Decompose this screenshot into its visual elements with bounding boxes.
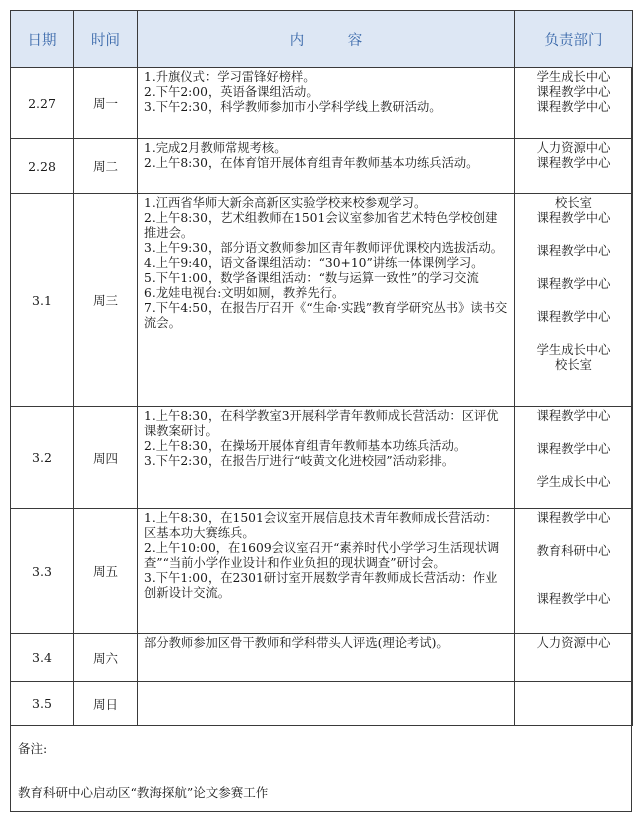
- content-cell: [138, 139, 515, 194]
- date-cell: 3.2: [11, 407, 74, 509]
- dept-cell: [515, 634, 633, 682]
- schedule-row: [11, 407, 633, 509]
- dept-cell: [515, 139, 633, 194]
- header-row: [11, 11, 633, 68]
- content-item: 3.下午2:30，在报告厅进行“岐黄文化进校园”活动彩排。: [144, 454, 455, 468]
- content-item: 2.下午2:00，英语备课组活动。: [144, 85, 319, 99]
- dept-item: 人力资源中心: [536, 141, 611, 155]
- schedule-row: [11, 634, 633, 682]
- content-item: 5.下午1:00，数学备课组活动：“数与运算一致性”的学习交流: [144, 271, 479, 285]
- content-item: 2.上午8:30，在体育馆开展体育组青年教师基本功练兵活动。: [144, 156, 479, 170]
- day-cell: 周一: [74, 68, 138, 139]
- content-cell: [138, 509, 515, 634]
- dept-cell: [515, 682, 633, 726]
- date-cell: 3.4: [11, 634, 74, 682]
- header-date: 日期: [11, 11, 74, 68]
- header-day: 时间: [74, 11, 138, 68]
- schedule-row: [11, 509, 633, 634]
- content-item: 2.上午8:30，艺术组教师在1501会议室参加省艺术特色学校创建推进会。: [144, 211, 498, 240]
- dept-cell: [515, 194, 633, 407]
- content-item: 6.龙娃电视台:文明如厕，教养先行。: [144, 286, 345, 300]
- content-cell: [138, 194, 515, 407]
- dept-item: 课程教学中心: [536, 211, 611, 225]
- schedule-row: [11, 139, 633, 194]
- content-item: 部分教师参加区骨干教师和学科带头人评选(理论考试)。: [144, 636, 449, 650]
- day-cell: 周四: [74, 407, 138, 509]
- dept-item: 课程教学中心: [536, 100, 611, 114]
- dept-item: 人力资源中心: [536, 636, 611, 650]
- date-cell: 2.27: [11, 68, 74, 139]
- dept-item: 教育科研中心: [536, 544, 611, 558]
- dept-item: 课程教学中心: [536, 277, 611, 291]
- content-cell: [138, 68, 515, 139]
- content-item: 3.下午1:00，在2301研讨室开展数学青年教师成长营活动：作业创新设计交流。: [144, 571, 498, 600]
- dept-item: 课程教学中心: [536, 442, 611, 456]
- dept-cell: [515, 509, 633, 634]
- dept-item: 校长室: [555, 358, 592, 372]
- dept-item: 学生成长中心: [536, 343, 611, 357]
- dept-cell: [515, 68, 633, 139]
- dept-item: 学生成长中心: [536, 70, 611, 84]
- notes-section: [10, 727, 632, 812]
- dept-item: 课程教学中心: [536, 409, 611, 423]
- content-item: 4.上午9:40，语文备课组活动：“30+10”讲练一体课例学习。: [144, 256, 484, 270]
- day-cell: 周五: [74, 509, 138, 634]
- day-cell: 周日: [74, 682, 138, 726]
- schedule-row: [11, 68, 633, 139]
- dept-item: 课程教学中心: [536, 592, 611, 606]
- dept-cell: [515, 407, 633, 509]
- dept-item: 课程教学中心: [536, 511, 611, 525]
- header-dept: 负责部门: [515, 11, 633, 68]
- notes-label: 备注:: [18, 741, 48, 756]
- dept-item: 课程教学中心: [536, 156, 611, 170]
- content-cell: [138, 682, 515, 726]
- dept-item: 课程教学中心: [536, 310, 611, 324]
- content-item: 2.上午10:00，在1609会议室召开“素养时代小学学习生活现状调查”“当前小学作业设计和作业负担的现状调查”研讨会。: [144, 541, 500, 570]
- content-item: 1.升旗仪式：学习雷锋好榜样。: [144, 70, 316, 84]
- date-cell: 2.28: [11, 139, 74, 194]
- content-item: 3.上午9:30，部分语文教师参加区青年教师评优课校内选拔活动。: [144, 241, 504, 255]
- content-item: 1.上午8:30，在科学教室3开展科学青年教师成长营活动：区评优课教案研讨。: [144, 409, 499, 438]
- content-item: 1.上午8:30，在1501会议室开展信息技术青年教师成长营活动：区基本功大赛练兵。: [144, 511, 498, 540]
- dept-item: 学生成长中心: [536, 475, 611, 489]
- content-item: 7.下午4:50，在报告厅召开《“生命·实践”教育学研究丛书》读书交流会。: [144, 301, 508, 330]
- content-item: 1.完成2月教师常规考核。: [144, 141, 287, 155]
- dept-item: 课程教学中心: [536, 85, 611, 99]
- date-cell: 3.5: [11, 682, 74, 726]
- date-cell: 3.1: [11, 194, 74, 407]
- content-item: 1.江西省华师大新余高新区实验学校来校参观学习。: [144, 196, 427, 210]
- day-cell: 周三: [74, 194, 138, 407]
- day-cell: 周二: [74, 139, 138, 194]
- content-item: 2.上午8:30，在操场开展体育组青年教师基本功练兵活动。: [144, 439, 467, 453]
- schedule-row: [11, 682, 633, 726]
- header-content: 内 容: [138, 11, 515, 68]
- content-cell: [138, 407, 515, 509]
- content-item: 3.下午2:30，科学教师参加市小学科学线上教研活动。: [144, 100, 442, 114]
- dept-item: 课程教学中心: [536, 244, 611, 258]
- day-cell: 周六: [74, 634, 138, 682]
- content-cell: [138, 634, 515, 682]
- notes-text: 教育科研中心启动区“教海探航”论文参赛工作: [18, 785, 269, 800]
- schedule-row: [11, 194, 633, 407]
- schedule-table: [10, 10, 633, 726]
- dept-item: 校长室: [555, 196, 592, 210]
- date-cell: 3.3: [11, 509, 74, 634]
